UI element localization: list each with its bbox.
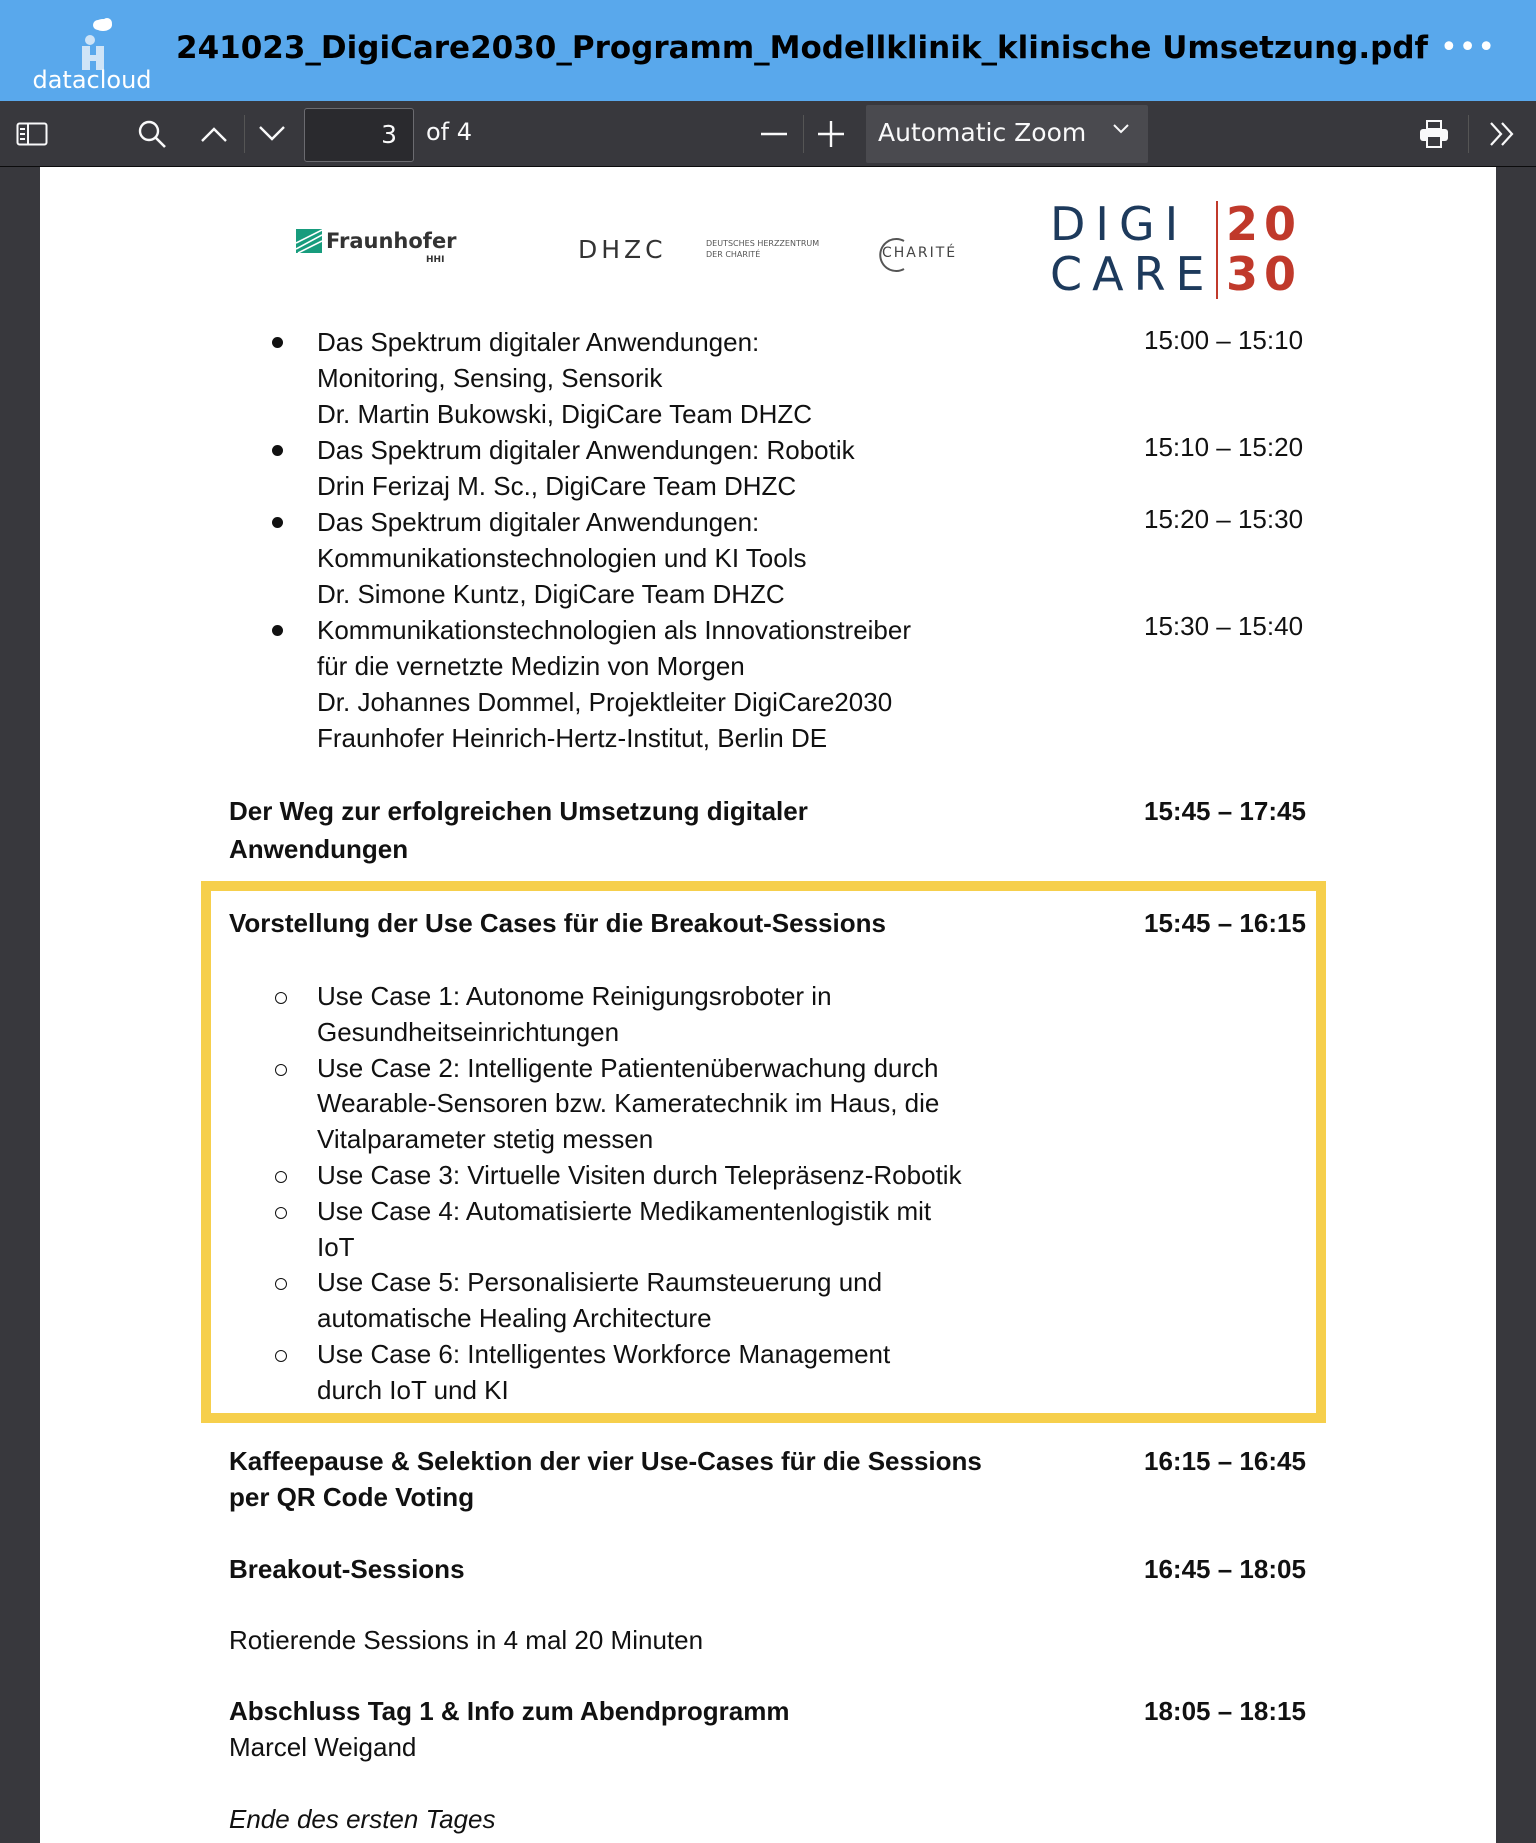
pdf-page <box>40 167 1496 1843</box>
use-case-item: Use Case 5: Personalisierte Raumsteuerung und <box>317 1267 883 1297</box>
talk-subtitle: Kommunikationstechnologien und KI Tools <box>317 543 807 573</box>
next-page-button[interactable] <box>250 113 294 155</box>
digicare-number-20: 20 <box>1226 197 1303 251</box>
sub-bullet-icon <box>275 992 287 1004</box>
section-title: Anwendungen <box>229 834 409 864</box>
double-chevron-right-icon <box>1488 121 1516 147</box>
talk-title: Das Spektrum digitaler Anwendungen: Robotik <box>317 435 855 465</box>
page-count: of 4 <box>426 118 473 146</box>
use-case-item: Use Case 3: Virtuelle Visiten durch Telepräsenz-Robotik <box>317 1160 962 1190</box>
chevron-down-icon <box>1112 123 1130 135</box>
charite-logo <box>874 237 974 273</box>
use-case-item: Gesundheitseinrichtungen <box>317 1017 620 1047</box>
sidebar-toggle-icon <box>16 122 48 146</box>
talk-subtitle: für die vernetzte Medizin von Morgen <box>317 651 745 681</box>
find-button[interactable] <box>130 113 174 155</box>
pdf-viewer[interactable] <box>0 167 1536 1843</box>
page-header-logos <box>40 167 1496 317</box>
section-time: 16:15 – 16:45 <box>1144 1446 1306 1476</box>
fraunhofer-logo <box>296 229 456 275</box>
toolbar-separator <box>803 115 804 153</box>
section-time: 16:45 – 18:05 <box>1144 1554 1306 1584</box>
section-speaker: Marcel Weigand <box>229 1732 417 1762</box>
use-case-item: Use Case 6: Intelligentes Workforce Management <box>317 1339 891 1369</box>
toolbar-separator <box>244 115 245 153</box>
use-case-item: IoT <box>317 1232 355 1262</box>
talk-title: Das Spektrum digitaler Anwendungen: <box>317 507 760 537</box>
search-icon <box>137 119 167 149</box>
section-title: Vorstellung der Use Cases für die Breakout-Sessions <box>229 908 886 938</box>
bullet-icon <box>272 517 283 528</box>
talk-time: 15:30 – 15:40 <box>1144 611 1304 641</box>
sub-bullet-icon <box>275 1171 287 1183</box>
use-case-item: Use Case 4: Automatisierte Medikamentenlogistik mit <box>317 1196 932 1226</box>
print-button[interactable] <box>1412 113 1456 155</box>
bullet-icon <box>272 445 283 456</box>
closing-text: Ende des ersten Tages <box>229 1804 496 1834</box>
section-time: 15:45 – 16:15 <box>1144 908 1306 938</box>
talk-time: 15:20 – 15:30 <box>1144 504 1304 534</box>
page-number-input[interactable]: 3 <box>304 108 414 162</box>
sub-bullet-icon <box>275 1350 287 1362</box>
section-title: Der Weg zur erfolgreichen Umsetzung digitaler <box>229 796 808 826</box>
talk-subtitle: Monitoring, Sensing, Sensorik <box>317 363 663 393</box>
fraunhofer-institute: HHI <box>426 255 445 265</box>
section-time: 15:45 – 17:45 <box>1144 796 1306 826</box>
zoom-out-button[interactable] <box>752 113 796 155</box>
sub-bullet-icon <box>275 1207 287 1219</box>
fraunhofer-mark-icon <box>296 229 322 253</box>
brand-name: datacloud <box>32 66 152 94</box>
app-header <box>0 0 1536 101</box>
dhzc-logo <box>578 235 820 275</box>
talk-time: 15:10 – 15:20 <box>1144 432 1304 462</box>
digicare-divider <box>1216 201 1218 299</box>
sub-bullet-icon <box>275 1278 287 1290</box>
tools-button[interactable] <box>1480 113 1524 155</box>
zoom-select[interactable] <box>866 105 1148 163</box>
talk-speaker: Drin Ferizaj M. Sc., DigiCare Team DHZC <box>317 471 797 501</box>
section-note: Rotierende Sessions in 4 mal 20 Minuten <box>229 1625 704 1655</box>
datacloud-logo[interactable] <box>32 10 152 94</box>
section-title: Kaffeepause & Selektion der vier Use-Cases für die Sessions <box>229 1446 982 1476</box>
dhzc-letters: DHZC <box>578 235 667 264</box>
use-case-item: Use Case 2: Intelligente Patientenüberwachung durch <box>317 1053 939 1083</box>
chevron-down-icon <box>258 125 286 143</box>
previous-page-button[interactable] <box>192 113 236 155</box>
cloud-person-icon <box>76 16 116 72</box>
zoom-select-value: Automatic Zoom <box>878 118 1087 147</box>
section-title: Breakout-Sessions <box>229 1554 465 1584</box>
talk-speaker: Dr. Martin Bukowski, DigiCare Team DHZC <box>317 399 813 429</box>
dhzc-fullname: DEUTSCHES HERZZENTRUM DER CHARITÉ <box>706 239 820 259</box>
digicare-word-digi: DIGI <box>1050 197 1189 251</box>
plus-icon <box>818 121 844 147</box>
use-case-item: automatische Healing Architecture <box>317 1303 712 1333</box>
talk-title: Kommunikationstechnologien als Innovationstreiber <box>317 615 912 645</box>
section-time: 18:05 – 18:15 <box>1144 1696 1306 1726</box>
talk-title: Das Spektrum digitaler Anwendungen: <box>317 327 760 357</box>
pdf-toolbar <box>0 101 1536 167</box>
talk-speaker: Dr. Johannes Dommel, Projektleiter DigiCare2030 <box>317 687 893 717</box>
toolbar-separator <box>1468 115 1469 153</box>
use-case-item: Use Case 1: Autonome Reinigungsroboter in <box>317 981 832 1011</box>
section-title: Abschluss Tag 1 & Info zum Abendprogramm <box>229 1696 790 1726</box>
print-icon <box>1419 119 1449 149</box>
bullet-icon <box>272 337 283 348</box>
use-case-item: Wearable-Sensoren bzw. Kameratechnik im Haus, die <box>317 1088 940 1118</box>
talk-speaker: Dr. Simone Kuntz, DigiCare Team DHZC <box>317 579 785 609</box>
fraunhofer-name: Fraunhofer <box>326 229 457 253</box>
more-options-button[interactable]: ••• <box>1440 30 1497 65</box>
digicare-word-care: CARE <box>1050 247 1215 301</box>
talk-time: 15:00 – 15:10 <box>1144 325 1304 355</box>
digicare2030-logo <box>1050 197 1310 309</box>
sub-bullet-icon <box>275 1064 287 1076</box>
charite-name: CHARITÉ <box>882 245 958 261</box>
talk-affiliation: Fraunhofer Heinrich-Hertz-Institut, Berlin DE <box>317 723 828 753</box>
minus-icon <box>761 132 787 136</box>
digicare-number-30: 30 <box>1226 247 1303 301</box>
sidebar-toggle-button[interactable] <box>10 113 54 155</box>
chevron-up-icon <box>200 125 228 143</box>
use-case-item: durch IoT und KI <box>317 1375 509 1405</box>
zoom-in-button[interactable] <box>809 113 853 155</box>
use-case-item: Vitalparameter stetig messen <box>317 1124 654 1154</box>
document-title: 241023_DigiCare2030_Programm_Modellklinik_klinische Umsetzung.pdf <box>176 30 1429 66</box>
section-title: per QR Code Voting <box>229 1482 475 1512</box>
bullet-icon <box>272 625 283 636</box>
